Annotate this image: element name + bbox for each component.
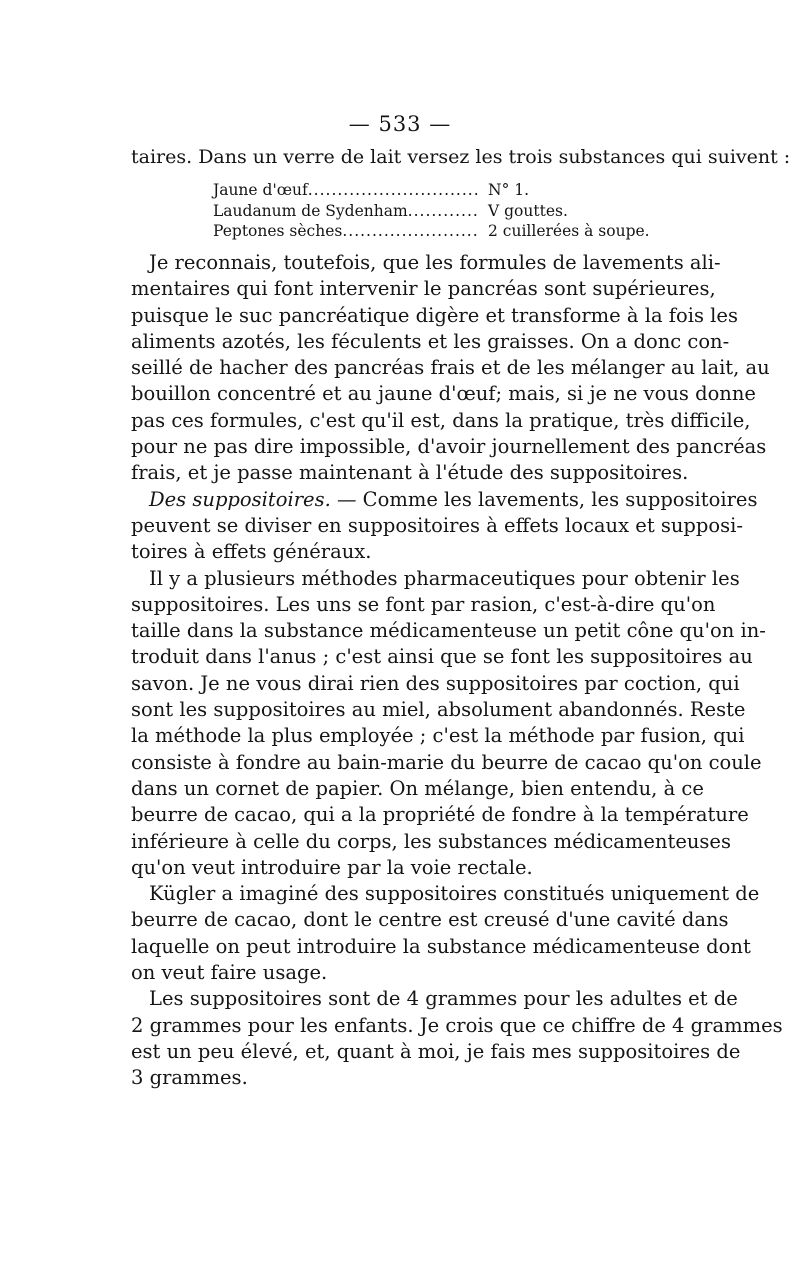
section-heading-line	[131, 487, 758, 513]
text-line: troduit dans l'anus ; c'est ainsi que se font les suppositoires au	[131, 645, 753, 669]
text-line: 2 grammes pour les enfants. Je crois que ce chiffre de 4 grammes	[131, 1013, 783, 1037]
text-line: beurre de cacao, dont le centre est creusé d'une cavité dans	[131, 908, 729, 932]
text-line: laquelle on peut introduire la substance médicamenteuse dont	[131, 934, 751, 958]
text-line: pour ne pas dire impossible, d'avoir journellement des pancréas	[131, 435, 767, 459]
paragraph-lavements	[131, 250, 783, 1092]
text-line: puisque le suc pancréatique digère et transforme à la fois les	[131, 303, 738, 327]
leader-dots	[408, 201, 478, 222]
text-line: toires à effets généraux.	[131, 540, 372, 564]
recipe-ingredient: Peptones sèches	[213, 222, 343, 241]
page-number: — 533 —	[348, 112, 452, 136]
text-line: est un peu élevé, et, quant à moi, je fais mes suppositoires de	[131, 1039, 741, 1063]
text-line: peuvent se diviser en suppositoires à effets locaux et supposi-	[131, 513, 743, 537]
text-line: bouillon concentré et au jaune d'œuf; mais, si je ne vous donne	[131, 382, 756, 406]
text-line: Kügler a imaginé des suppositoires constitués uniquement de	[149, 882, 760, 906]
recipe-row	[213, 221, 668, 242]
section-heading: Des suppositoires.	[149, 487, 331, 511]
recipe-ingredient: Jaune d'œuf	[213, 181, 308, 199]
recipe-quantity: N° 1.	[488, 181, 530, 199]
recipe-list	[213, 180, 668, 242]
text-line: pas ces formules, c'est qu'il est, dans la pratique, très difficile,	[131, 408, 751, 432]
text-line: 3 grammes.	[131, 1066, 248, 1090]
text-line: on veut faire usage.	[131, 961, 328, 985]
leader-dots	[342, 221, 478, 242]
recipe-row	[213, 180, 668, 201]
text-line: consiste à fondre au bain-marie du beurre de cacao qu'on coule	[131, 750, 762, 774]
text-line: suppositoires. Les uns se font par rasion, c'est-à-dire qu'on	[131, 592, 716, 616]
recipe-row	[213, 201, 668, 222]
text-line: beurre de cacao, qui a la propriété de fondre à la température	[131, 803, 749, 827]
text-line: savon. Je ne vous dirai rien des suppositoires par coction, qui	[131, 671, 740, 695]
text-line: Je reconnais, toutefois, que les formules de lavements ali-	[149, 251, 721, 274]
leader-dots	[308, 180, 478, 201]
intro-line: taires. Dans un verre de lait versez les trois substances qui suivent :	[131, 146, 791, 168]
text-line: frais, et je passe maintenant à l'étude des suppositoires.	[131, 461, 689, 485]
text-fragment: — Comme les lavements, les suppositoires	[330, 487, 758, 511]
recipe-ingredient: Laudanum de Sydenham	[213, 201, 408, 220]
text-line: dans un cornet de papier. On mélange, bien entendu, à ce	[131, 776, 704, 800]
recipe-quantity: 2 cuillerées à soupe.	[488, 222, 650, 241]
recipe-quantity: V gouttes.	[488, 201, 568, 220]
text-line: Il y a plusieurs méthodes pharmaceutiques pour obtenir les	[149, 566, 740, 590]
text-line: Les suppositoires sont de 4 grammes pour les adultes et de	[149, 987, 738, 1011]
intro-block	[131, 144, 791, 170]
text-line: mentaires qui font intervenir le pancréas sont supérieures,	[131, 277, 716, 301]
text-line: qu'on veut introduire par la voie rectale.	[131, 855, 533, 879]
text-line: seillé de hacher des pancréas frais et de les mélanger au lait, au	[131, 356, 770, 380]
text-line: aliments azotés, les féculents et les graisses. On a donc con-	[131, 329, 730, 353]
text-line: inférieure à celle du corps, les substances médicamenteuses	[131, 829, 731, 853]
text-line: taille dans la substance médicamenteuse un petit cône qu'on in-	[131, 619, 766, 643]
text-line: la méthode la plus employée ; c'est la méthode par fusion, qui	[131, 724, 745, 748]
text-line: sont les suppositoires au miel, absolument abandonnés. Reste	[131, 698, 746, 722]
